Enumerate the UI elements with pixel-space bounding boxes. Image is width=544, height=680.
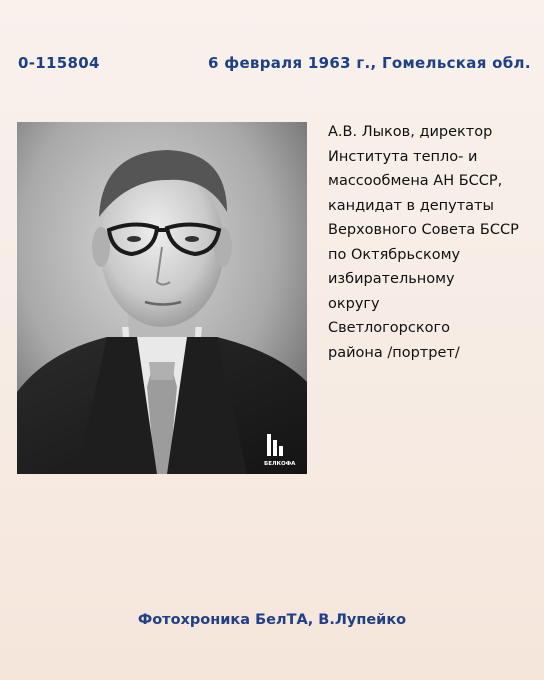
portrait-photo [17,122,307,474]
date-place: 6 февраля 1963 г., Гомельская обл. [208,54,531,72]
svg-text:БЕЛКОФА: БЕЛКОФА [264,461,296,467]
photo-credit: Фотохроника БелТА, В.Лупейко [137,612,407,628]
photo-caption: А.В. Лыков, директор Института тепло- и массообмена АН БССР, кандидат в депутаты Верховного Совета БССР по Октябрьскому избирательному округу Светлогорского района /портрет/ [328,124,519,361]
archive-code: 0-115804 [18,54,100,72]
